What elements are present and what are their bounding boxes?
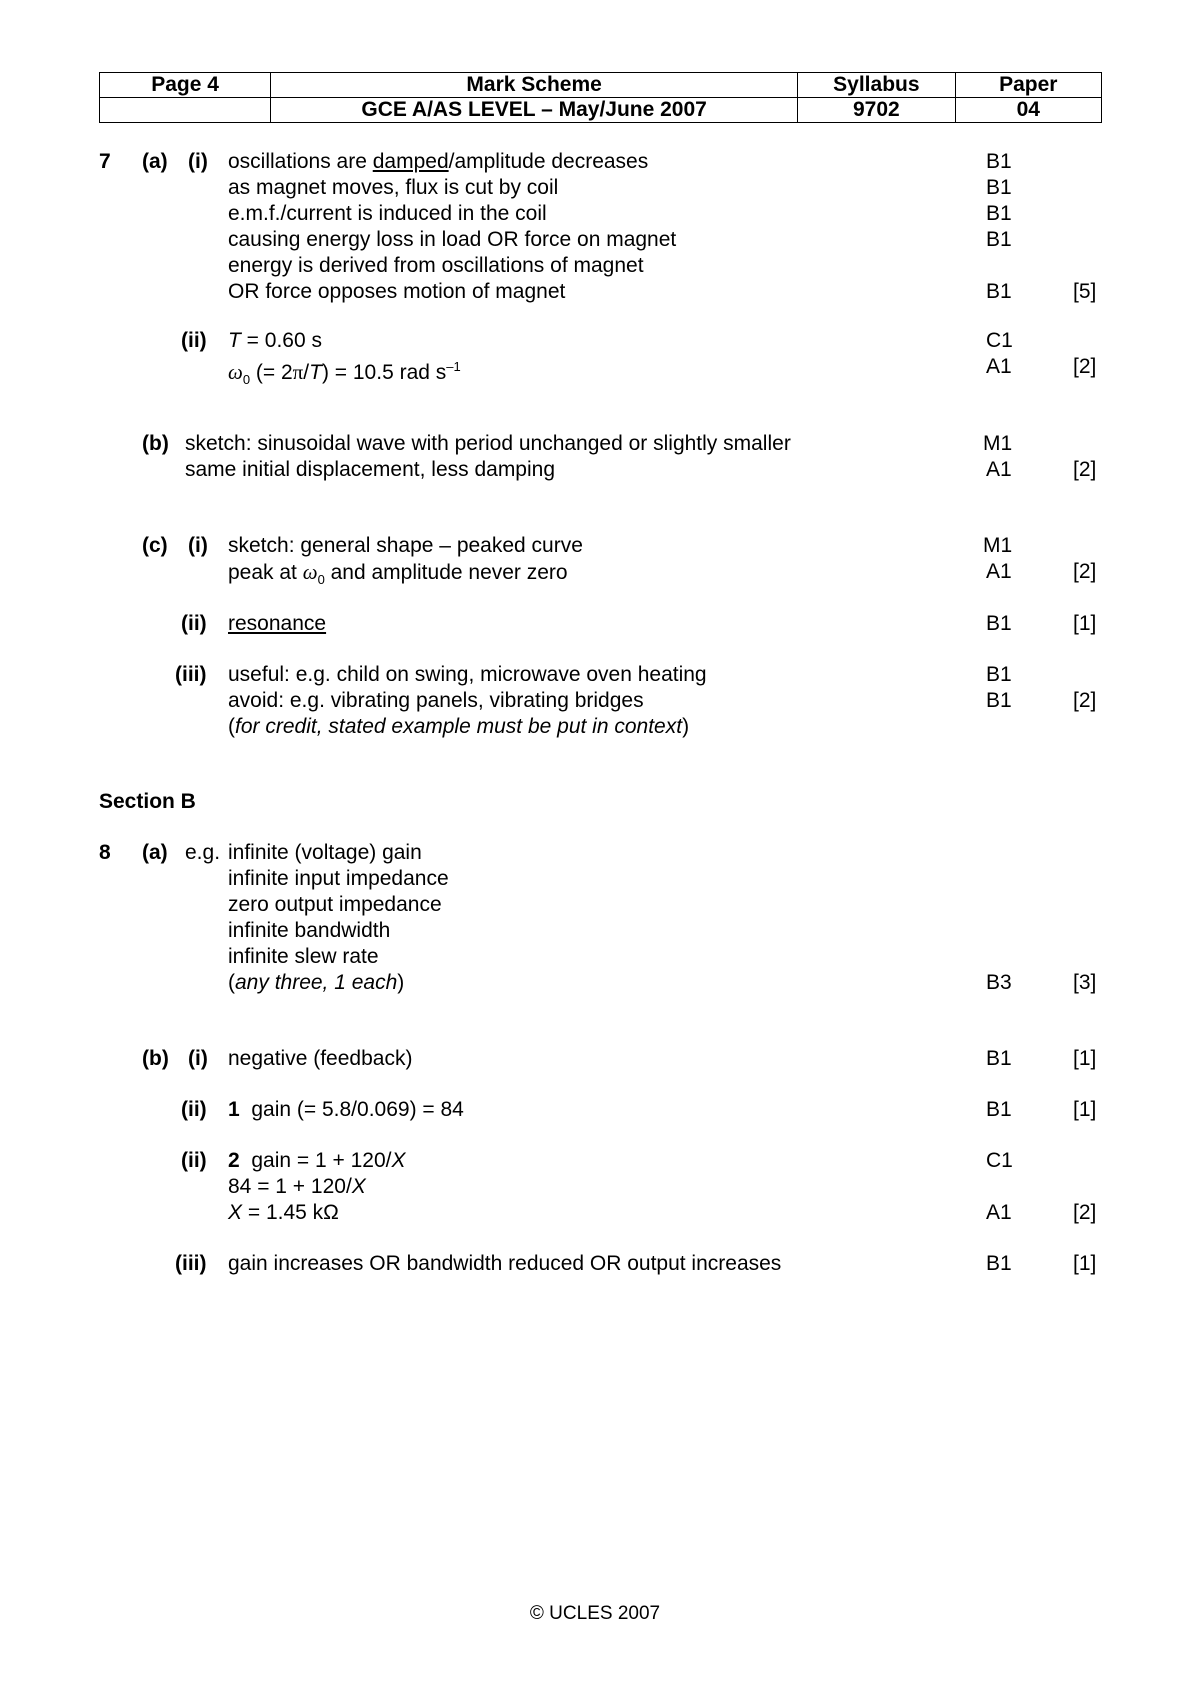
total-marks: [2] <box>1073 1201 1097 1224</box>
subpart-label: (ii) <box>181 612 207 635</box>
answer-line: infinite (voltage) gain <box>228 841 422 864</box>
total-marks: [1] <box>1073 1098 1097 1121</box>
answer-line: OR force opposes motion of magnet <box>228 280 566 303</box>
mark: B1 <box>986 689 1012 712</box>
answer-line: oscillations are damped/amplitude decreases <box>228 150 649 173</box>
section-heading: Section B <box>99 790 196 813</box>
question-number: 7 <box>99 150 111 173</box>
subpart-label: (ii) <box>181 1149 207 1172</box>
answer-line: useful: e.g. child on swing, microwave oven heating <box>228 663 707 686</box>
part-label: (a) <box>142 150 168 173</box>
question-number: 8 <box>99 841 111 864</box>
answer-line: X = 1.45 kΩ <box>228 1201 339 1224</box>
answer-note: (for credit, stated example must be put in context) <box>228 715 690 738</box>
answer-line: infinite slew rate <box>228 945 379 968</box>
mark: B1 <box>986 228 1012 251</box>
answer-line: sketch: sinusoidal wave with period unchanged or slightly smaller <box>185 432 791 455</box>
answer-line: energy is derived from oscillations of magnet <box>228 254 644 277</box>
subpart-label: (i) <box>188 150 208 173</box>
total-marks: [1] <box>1073 612 1097 635</box>
mark: A1 <box>986 560 1012 583</box>
mark: B1 <box>986 1252 1012 1275</box>
mark: M1 <box>983 534 1013 557</box>
answer-line: peak at $\omega_0$ and amplitude never zero <box>228 560 568 588</box>
total-marks: [1] <box>1073 1047 1097 1070</box>
mark: A1 <box>986 1201 1012 1224</box>
header-table <box>99 72 1102 123</box>
total-marks: [5] <box>1073 280 1097 303</box>
answer-line: same initial displacement, less damping <box>185 458 556 481</box>
mark: B1 <box>986 663 1012 686</box>
answer-line: e.m.f./current is induced in the coil <box>228 202 547 225</box>
answer-line: infinite bandwidth <box>228 919 391 942</box>
answer-line: 1 gain (= 5.8/0.069) = 84 <box>228 1098 464 1121</box>
total-marks: [2] <box>1073 458 1097 481</box>
mark: B3 <box>986 971 1012 994</box>
subpart-label: (ii) <box>181 329 207 352</box>
part-label: (c) <box>142 534 168 557</box>
part-label: (a) <box>142 841 168 864</box>
exam-name: GCE A/AS LEVEL – May/June 2007 <box>271 98 798 123</box>
subpart-label: (iii) <box>175 1252 207 1275</box>
mark: M1 <box>983 432 1013 455</box>
mark: B1 <box>986 1047 1012 1070</box>
answer-line: avoid: e.g. vibrating panels, vibrating bridges <box>228 689 644 712</box>
answer-line: sketch: general shape – peaked curve <box>228 534 583 557</box>
total-marks: [1] <box>1073 1252 1097 1275</box>
answer-line: zero output impedance <box>228 893 442 916</box>
document-title: Mark Scheme <box>271 73 798 98</box>
answer-line: $\omega_0$ (= 2π/T) = 10.5 rad $s^{-1}$ <box>228 359 461 388</box>
copyright-footer: © UCLES 2007 <box>529 1603 661 1624</box>
total-marks: [2] <box>1073 689 1097 712</box>
mark: C1 <box>986 329 1013 352</box>
answer-line: 2 gain = 1 + 120/X <box>228 1149 406 1172</box>
answer-line: causing energy loss in load OR force on magnet <box>228 228 677 251</box>
answer-line: as magnet moves, flux is cut by coil <box>228 176 559 199</box>
answer-line: negative (feedback) <box>228 1047 413 1070</box>
answer-line: gain increases OR bandwidth reduced OR output increases <box>228 1252 782 1275</box>
mark: C1 <box>986 1149 1013 1172</box>
answer-note: (any three, 1 each) <box>228 971 405 994</box>
answer-line: T = 0.60 s <box>228 329 322 352</box>
subpart-label: (i) <box>188 1047 208 1070</box>
answer-line: infinite input impedance <box>228 867 449 890</box>
mark: B1 <box>986 1098 1012 1121</box>
subpart-label: (ii) <box>181 1098 207 1121</box>
mark: B1 <box>986 150 1012 173</box>
mark: B1 <box>986 280 1012 303</box>
answer-prefix: e.g. <box>185 841 221 864</box>
total-marks: [3] <box>1073 971 1097 994</box>
answer-line: 84 = 1 + 120/X <box>228 1175 366 1198</box>
mark: B1 <box>986 612 1012 635</box>
subpart-label: (iii) <box>175 663 207 686</box>
total-marks: [2] <box>1073 560 1097 583</box>
mark: B1 <box>986 202 1012 225</box>
mark: A1 <box>986 458 1012 481</box>
paper-number: 04 <box>955 98 1101 123</box>
mark: A1 <box>986 355 1012 378</box>
answer-line: resonance <box>228 612 327 635</box>
total-marks: [2] <box>1073 355 1097 378</box>
part-label: (b) <box>142 1047 169 1070</box>
empty-cell <box>100 98 271 123</box>
page-number: Page 4 <box>100 73 271 98</box>
syllabus-code: 9702 <box>798 98 956 123</box>
part-label: (b) <box>142 432 169 455</box>
mark: B1 <box>986 176 1012 199</box>
subpart-label: (i) <box>188 534 208 557</box>
syllabus-label: Syllabus <box>798 73 956 98</box>
paper-label: Paper <box>955 73 1101 98</box>
